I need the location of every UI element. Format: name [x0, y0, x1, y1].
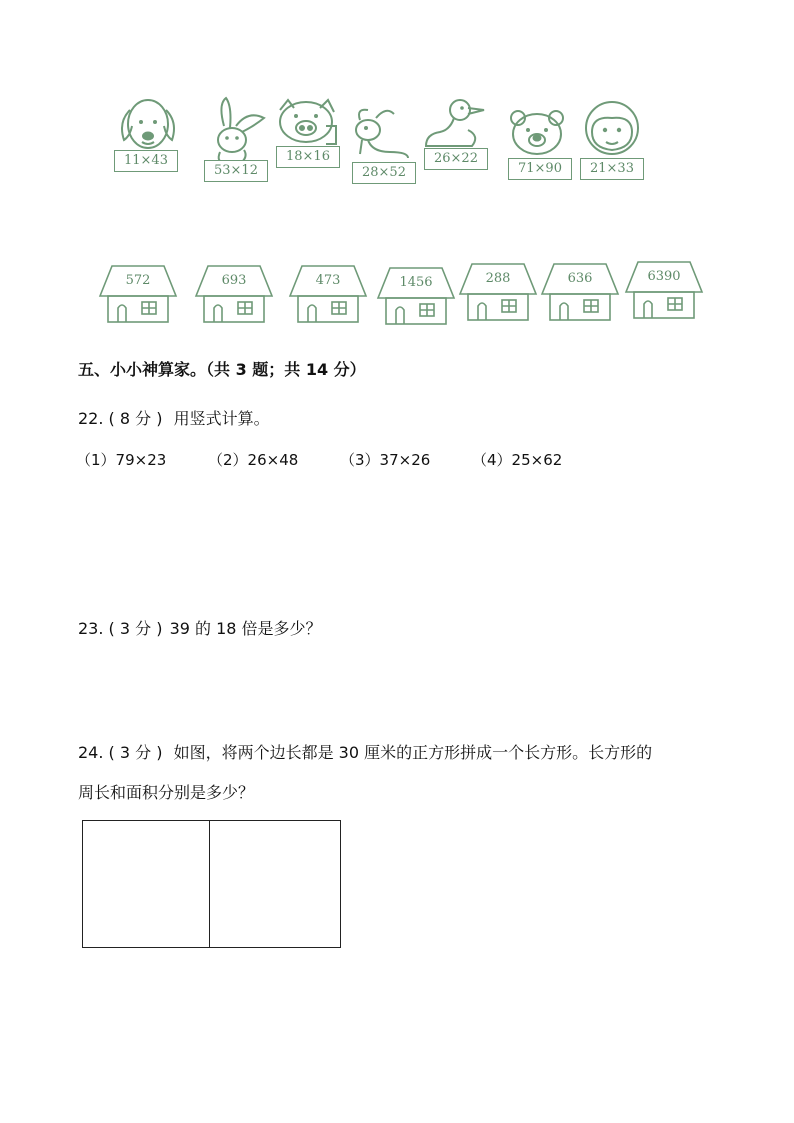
- duck-icon: [422, 96, 492, 188]
- subquestion-3: （3）37×26: [340, 451, 431, 469]
- house: [98, 264, 178, 324]
- house: [194, 264, 274, 324]
- expression-tag: 26×22: [424, 148, 488, 170]
- question-text-line1: 如图，将两个边长都是 30 厘米的正方形拼成一个长方形。长方形的: [173, 743, 653, 762]
- expression-tag: 71×90: [508, 158, 572, 180]
- two-squares-figure: [82, 820, 341, 948]
- expression-tag: 28×52: [352, 162, 416, 184]
- question-22: [78, 406, 270, 429]
- animal-goat: [346, 104, 416, 196]
- house-number: 572: [125, 273, 151, 288]
- animal-pig: [274, 96, 344, 188]
- animal-monkey: [578, 102, 648, 194]
- question-number: 22.: [78, 409, 104, 428]
- question-score: ( 3 分 ): [108, 619, 163, 638]
- house: [376, 266, 456, 326]
- question-number: 24.: [78, 743, 104, 762]
- house: [288, 264, 368, 324]
- animal-rabbit: [202, 96, 272, 188]
- pig-icon: [274, 96, 344, 188]
- dog-icon: [110, 96, 180, 188]
- question-text-line2: 周长和面积分别是多少？: [78, 783, 255, 802]
- house-number: 693: [221, 273, 247, 288]
- expression-tag: 11×43: [114, 150, 178, 172]
- expression-tag: 53×12: [204, 160, 268, 182]
- house: [624, 260, 704, 320]
- house-number: 1456: [399, 275, 433, 290]
- subquestion-1: （1）79×23: [76, 451, 167, 469]
- house-number: 6390: [647, 269, 681, 284]
- house: [540, 262, 620, 322]
- expression-tag: 21×33: [580, 158, 644, 180]
- bear-icon: [506, 108, 576, 200]
- square-divider: [209, 821, 210, 947]
- animal-dog: [110, 96, 180, 188]
- subquestion-2: （2）26×48: [208, 451, 299, 469]
- question-text: 用竖式计算。: [173, 409, 270, 428]
- question-score: ( 3 分 ): [108, 743, 163, 762]
- expression-tag: 18×16: [276, 146, 340, 168]
- section-title: 五、小小神算家。（共 3 题；共 14 分）: [78, 360, 366, 379]
- house-number: 288: [485, 271, 511, 286]
- subquestion-4: （4）25×62: [472, 451, 563, 469]
- animal-bear: [506, 108, 576, 200]
- question-23: [78, 616, 322, 639]
- house-number: 473: [315, 273, 341, 288]
- monkey-icon: [578, 102, 648, 194]
- house-number: 636: [567, 271, 593, 286]
- question-score: ( 8 分 ): [108, 409, 163, 428]
- question-number: 23.: [78, 619, 104, 638]
- house: [458, 262, 538, 322]
- question-24: [78, 740, 652, 763]
- animal-duck: [422, 96, 492, 188]
- question-text: 39 的 18 倍是多少？: [169, 619, 322, 638]
